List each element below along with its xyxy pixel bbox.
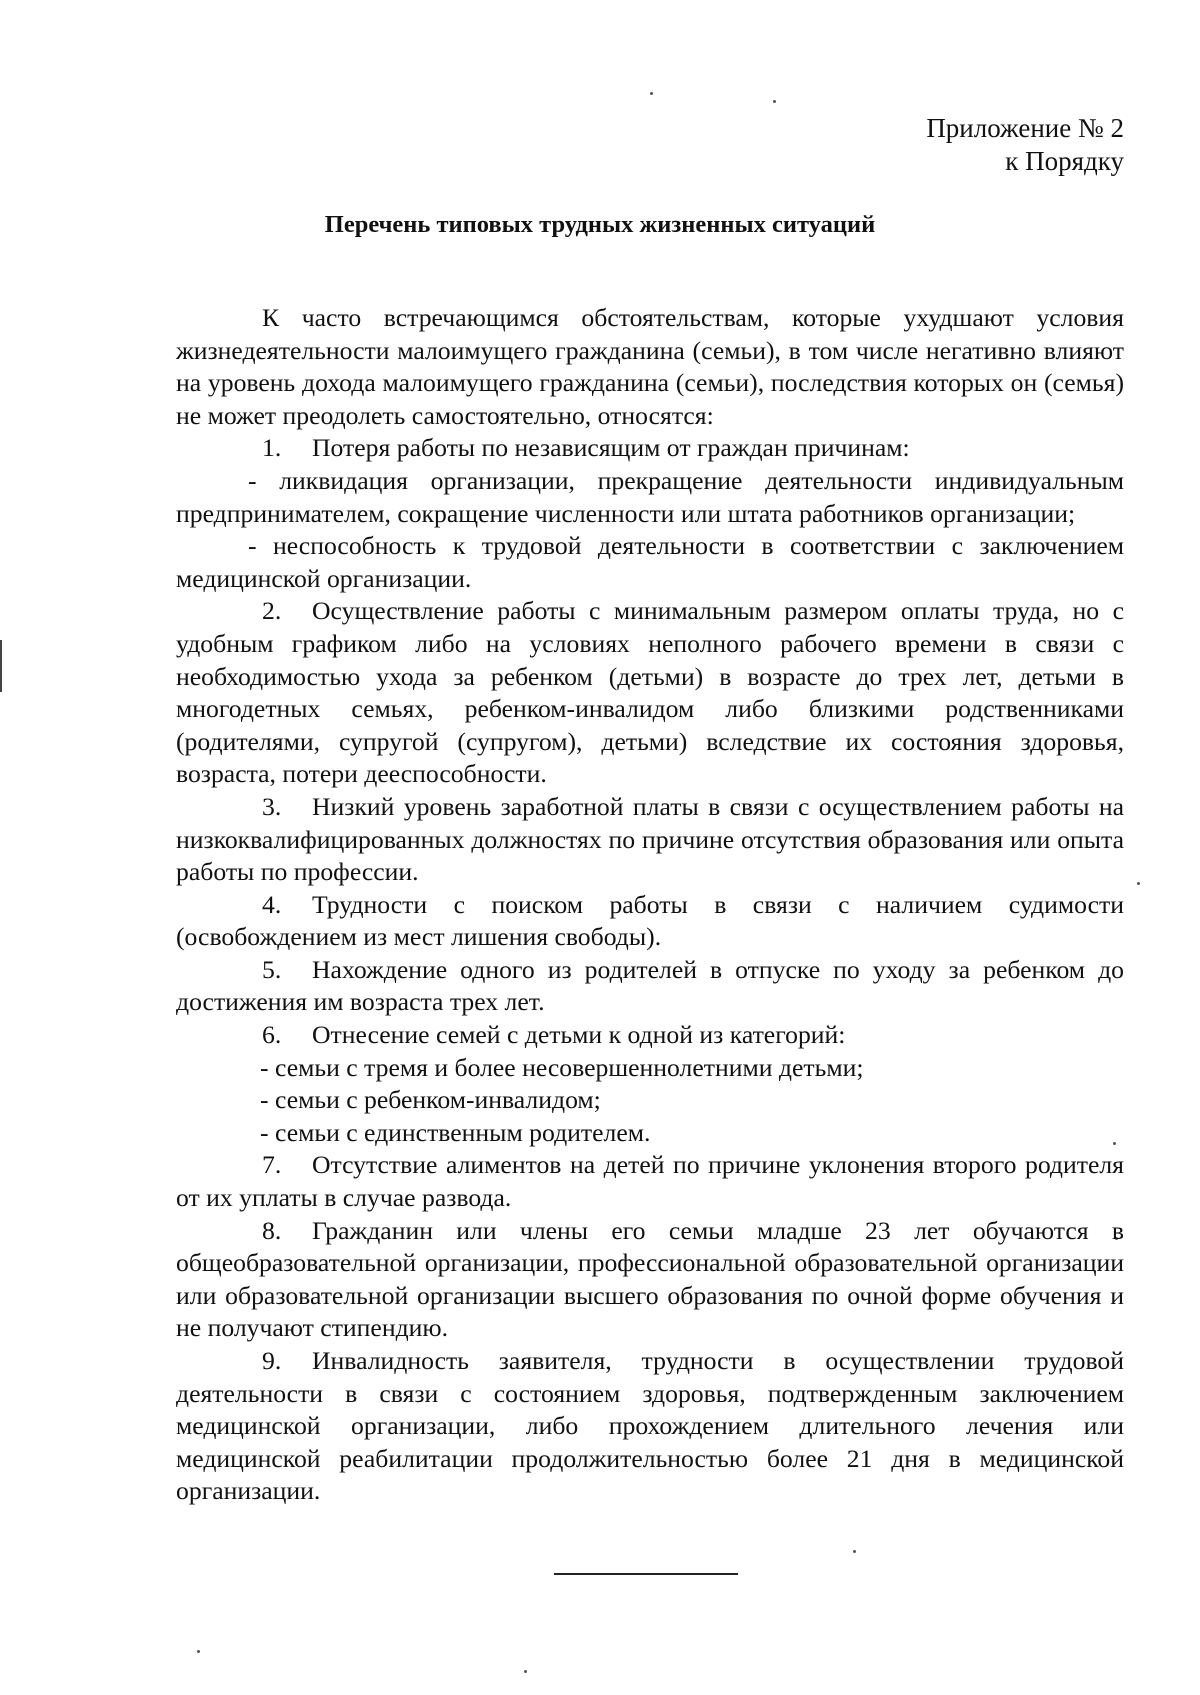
list-item <box>176 889 1124 954</box>
item-number: 2. <box>262 596 282 626</box>
sub-item: - неспособность к трудовой деятельности в соответствии с заключением медицинской организации. <box>176 531 1124 593</box>
item-text: Гражданин или члены его семьи младше 23 лет обучаются в общеобразовательной организации, профессиональной образовательной организации или образовательной организации высшего образования по очной форме обучения и не получают стипендию. <box>176 1215 1124 1343</box>
scan-speck <box>853 1550 856 1553</box>
item-number: 5. <box>262 954 282 984</box>
scan-speck <box>773 100 776 103</box>
sub-item: - ликвидация организации, прекращение деятельности индивидуальным предпринимателем, сокращение численности или штата работников организации; <box>176 465 1124 528</box>
list-item <box>176 1215 1124 1345</box>
scan-speck <box>1137 882 1140 885</box>
document-body <box>176 302 1124 1508</box>
item-text: Потеря работы по независящим от граждан причинам: <box>312 433 910 463</box>
item-text: Осуществление работы с минимальным размером оплаты труда, но с удобным графиком либо на условиях неполного рабочего времени в связи с необходимостью ухода за ребенком (детьми) в возрасте до трех лет, детьми в многодетных семьях, ребенком-инвалидом либо близкими родственниками (родителями, супругой (супругом), детьми) вследствие их состояния здоровья, возраста, потери дееспособности. <box>176 596 1124 789</box>
item-text: Трудности с поиском работы в связи с наличием судимости (освобождением из мест лишения свободы). <box>176 889 1124 952</box>
item-number: 7. <box>262 1150 282 1180</box>
category-line: - семьи с единственным родителем. <box>260 1117 651 1147</box>
scan-speck <box>650 92 653 95</box>
category-line: - семьи с тремя и более несовершеннолетними детьми; <box>260 1052 864 1082</box>
item-text: Нахождение одного из родителей в отпуске по уходу за ребенком до достижения им возраста трех лет. <box>176 954 1124 1017</box>
list-item <box>176 595 1124 791</box>
list-item <box>176 954 1124 1019</box>
item-number: 9. <box>262 1346 282 1375</box>
item-number: 3. <box>262 791 282 821</box>
scan-speck <box>197 1650 200 1653</box>
appendix-target: к Порядку <box>1005 146 1124 176</box>
list-item <box>176 1019 1124 1052</box>
item-number: 6. <box>262 1020 282 1050</box>
end-rule-divider <box>554 1573 738 1575</box>
appendix-number: Приложение № 2 <box>926 113 1124 143</box>
document-title: Перечень типовых трудных жизненных ситуаций <box>324 211 876 238</box>
item-text: Отсутствие алиментов на детей по причине уклонения второго родителя от их уплаты в случае развода. <box>176 1150 1124 1213</box>
appendix-reference <box>926 112 1124 178</box>
item-text: Инвалидность заявителя, трудности в осуществлении трудовой деятельности в связи с состоянием здоровья, подтвержденным заключением медицинской организации, либо прохождением длительного лечения или медицинской реабилитации продолжительностью более 21 дня в медицинской организации. <box>176 1346 1124 1506</box>
item-text: Низкий уровень заработной платы в связи с осуществлением работы на низкоквалифицированных должностях по причине отсутствия образования или опыта работы по профессии. <box>176 791 1124 887</box>
item-number: 8. <box>262 1215 282 1245</box>
list-item <box>176 1149 1124 1214</box>
item-text: Отнесение семей с детьми к одной из категорий: <box>312 1020 846 1050</box>
intro-paragraph: К часто встречающимся обстоятельствам, которые ухудшают условия жизнедеятельности малоимущего гражданина (семьи), в том числе негативно влияют на уровень дохода малоимущего гражданина (семьи), последствия которых он (семья) не может преодолеть самостоятельно, относятся: <box>176 303 1124 430</box>
scan-edge-mark <box>0 640 2 692</box>
scan-speck <box>524 1670 527 1673</box>
list-item <box>176 432 1124 465</box>
list-item <box>176 1345 1124 1508</box>
list-item <box>176 791 1124 889</box>
item-number: 1. <box>262 433 282 463</box>
item-number: 4. <box>262 889 282 919</box>
category-line: - семьи с ребенком-инвалидом; <box>260 1085 601 1115</box>
